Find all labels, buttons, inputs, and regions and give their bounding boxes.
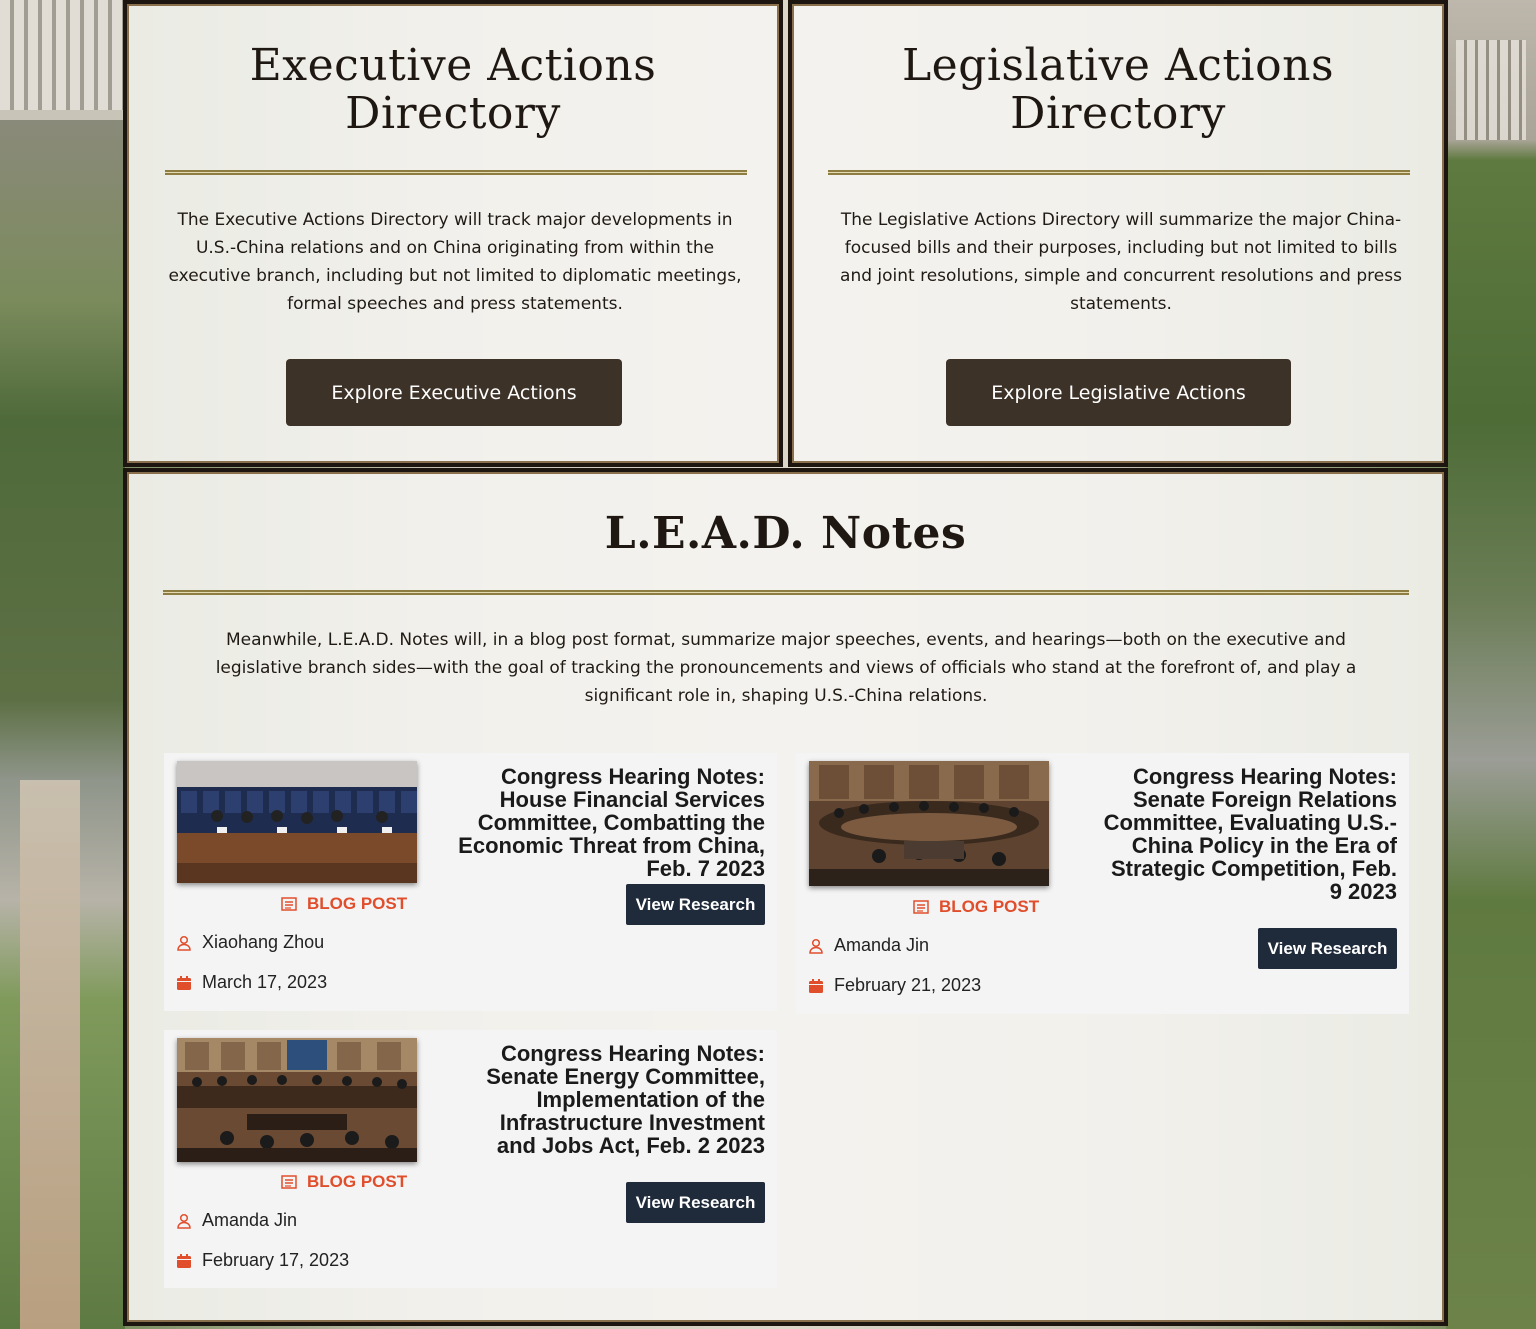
hearing-thumbnail[interactable] [177, 761, 417, 883]
author-name[interactable]: Amanda Jin [202, 1210, 298, 1230]
user-icon [176, 935, 192, 951]
author-meta [808, 935, 929, 956]
lead-notes-panel [123, 468, 1448, 1326]
date-meta [176, 1250, 349, 1271]
user-icon [176, 1213, 192, 1229]
legislative-actions-description: The Legislative Actions Directory will summarize the major China-focused bills and their purposes, including but not limited to bills and joint resolutions, simple and concurrent resolutions and press statements. [840, 210, 1402, 314]
blog-card [164, 1030, 777, 1288]
hearing-thumbnail[interactable] [809, 761, 1049, 886]
calendar-icon [808, 978, 824, 994]
category-tag[interactable] [281, 894, 407, 914]
category-label: BLOG POST [307, 1172, 408, 1191]
card-title[interactable]: Congress Hearing Notes: House Financial Services Committee, Combatting the Economic Threat from China, Feb. 7 2023 [458, 764, 765, 881]
list-icon [281, 1174, 297, 1190]
category-label: BLOG POST [307, 894, 408, 913]
explore-legislative-actions-button[interactable]: Explore Legislative Actions [946, 359, 1291, 426]
blog-card [164, 753, 777, 1011]
title-divider [165, 170, 747, 175]
post-date: February 21, 2023 [834, 975, 982, 995]
date-meta [808, 975, 981, 996]
view-research-button[interactable]: View Research [626, 884, 765, 925]
title-divider [828, 170, 1410, 175]
legislative-actions-panel [788, 0, 1448, 467]
category-tag[interactable] [281, 1172, 407, 1192]
view-research-button[interactable]: View Research [626, 1182, 765, 1223]
calendar-icon [176, 1253, 192, 1269]
post-date: February 17, 2023 [202, 1250, 350, 1270]
legislative-actions-title [792, 42, 1444, 138]
title-line: Directory [345, 88, 561, 139]
explore-executive-actions-button[interactable]: Explore Executive Actions [286, 359, 622, 426]
category-label: BLOG POST [939, 897, 1040, 916]
title-line: Legislative Actions [901, 40, 1335, 91]
list-icon [913, 899, 929, 915]
card-title[interactable]: Congress Hearing Notes: Senate Foreign Relations Committee, Evaluating U.S.-China Policy in the Era of Strategic Competition, Feb. 9 2023 [1103, 764, 1397, 904]
author-meta [176, 932, 324, 953]
background-right [1446, 0, 1536, 1329]
lead-notes-description: Meanwhile, L.E.A.D. Notes will, in a blog post format, summarize major speeches, events, and hearings—both on the executive and legislative branch sides—with the goal of tracking the pronouncements and views of officials who stand at the forefront of, and play a significant role in, shaping U.S.-China relations. [215, 630, 1357, 706]
author-meta [176, 1210, 297, 1231]
date-meta [176, 972, 327, 993]
user-icon [808, 938, 824, 954]
calendar-icon [176, 975, 192, 991]
post-date: March 17, 2023 [202, 972, 328, 992]
title-line: Executive Actions [249, 40, 657, 91]
lead-notes-title: L.E.A.D. Notes [604, 508, 967, 559]
executive-actions-panel [123, 0, 783, 467]
background-left [0, 0, 125, 1329]
executive-actions-title [127, 42, 779, 138]
category-tag[interactable] [913, 897, 1039, 917]
title-divider [163, 590, 1409, 595]
hearing-thumbnail[interactable] [177, 1038, 417, 1162]
list-icon [281, 896, 297, 912]
author-name[interactable]: Amanda Jin [834, 935, 930, 955]
view-research-button[interactable]: View Research [1258, 928, 1397, 969]
card-title[interactable]: Congress Hearing Notes: Senate Energy Committee, Implementation of the Infrastructure Investment and Jobs Act, Feb. 2 2023 [486, 1041, 765, 1158]
blog-card [796, 753, 1409, 1014]
executive-actions-description: The Executive Actions Directory will track major developments in U.S.-China relations and on China originating from within the executive branch, including but not limited to diplomatic meetings, formal speeches and press statements. [168, 210, 742, 314]
title-line: Directory [1010, 88, 1226, 139]
author-name[interactable]: Xiaohang Zhou [202, 932, 325, 952]
